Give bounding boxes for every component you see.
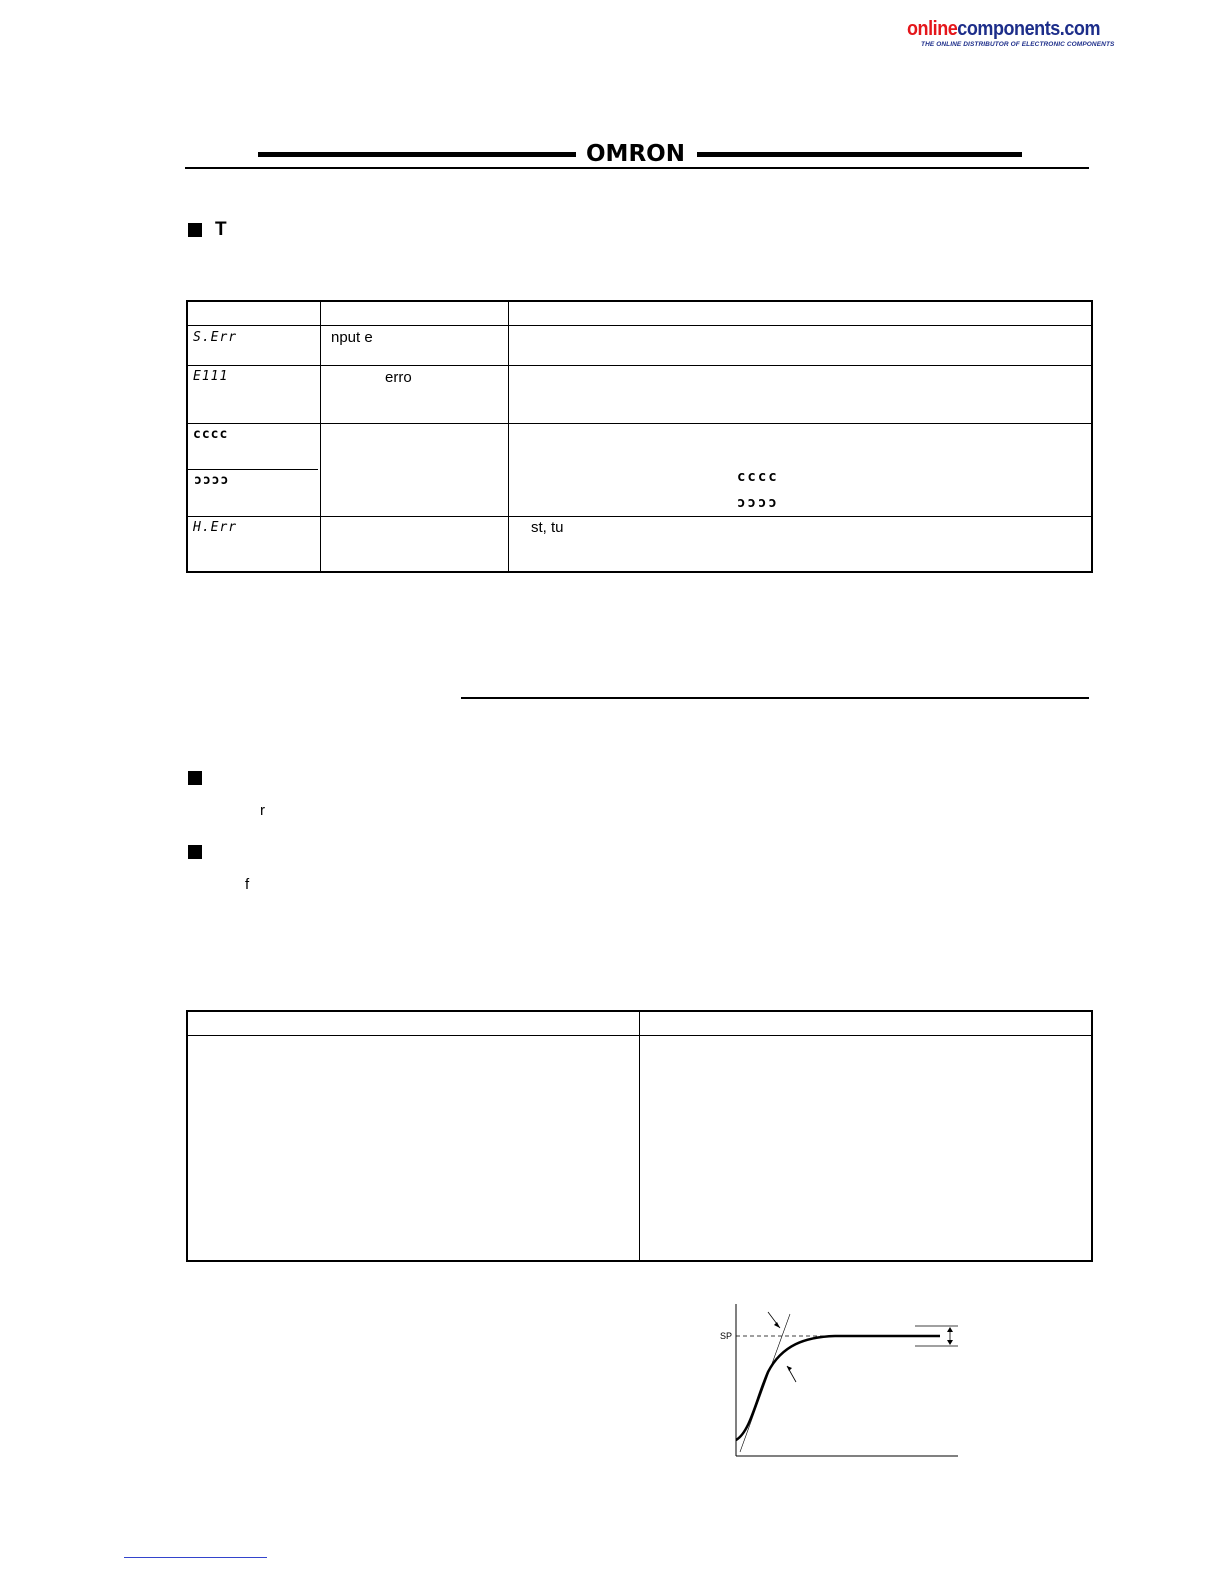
- table-header-divider: [188, 325, 1091, 326]
- column-divider: [508, 302, 509, 571]
- row-divider: [188, 423, 1091, 424]
- display-code: cccc: [193, 427, 229, 442]
- tangent-line: [740, 1314, 790, 1452]
- paragraph-text: f: [245, 876, 250, 893]
- display-code: S.Err: [193, 330, 238, 345]
- display-code-inline: cccc: [737, 469, 779, 485]
- sp-label: SP: [720, 1331, 733, 1341]
- section-bullet-square: [188, 223, 202, 237]
- error-name: nput e: [331, 329, 373, 346]
- display-code: H.Err: [193, 520, 238, 535]
- paragraph-text: r: [260, 802, 265, 819]
- section-bullet-square: [188, 845, 202, 859]
- arrow-head: [947, 1340, 953, 1345]
- section-heading: T: [215, 219, 227, 240]
- row-divider: [188, 365, 1091, 366]
- brand-name-red: online: [907, 18, 958, 40]
- row-divider: [188, 516, 1091, 517]
- omron-logo: OMRON: [586, 141, 685, 167]
- comparison-table: [186, 1010, 1093, 1262]
- section-rule: [461, 697, 1089, 699]
- arrow-head: [787, 1366, 792, 1371]
- display-code: ɔɔɔɔ: [194, 473, 230, 488]
- footer-link-underline[interactable]: [124, 1557, 267, 1558]
- column-divider: [320, 302, 321, 571]
- arrow-head: [947, 1327, 953, 1332]
- arrow-head: [774, 1322, 780, 1328]
- response-curve: [736, 1336, 940, 1440]
- error-description: st, tu: [531, 519, 564, 536]
- brand-logo: [907, 18, 1115, 52]
- brand-name-blue: components.com: [957, 18, 1101, 40]
- brand-tagline: THE ONLINE DISTRIBUTOR OF ELECTRONIC COMPONENTS: [921, 41, 1115, 48]
- header-rule-left: [258, 152, 576, 157]
- display-code: E111: [193, 369, 229, 384]
- display-code-inline: ɔɔɔɔ: [737, 495, 779, 511]
- response-curve-chart: [710, 1300, 970, 1465]
- error-display-table: [186, 300, 1093, 573]
- brand-name: [907, 18, 1100, 41]
- row-divider: [188, 469, 318, 470]
- section-bullet-square: [188, 771, 202, 785]
- error-name: erro: [385, 369, 412, 386]
- header-rule-right: [697, 152, 1022, 157]
- column-divider: [639, 1012, 640, 1260]
- page-top-rule: [185, 167, 1089, 169]
